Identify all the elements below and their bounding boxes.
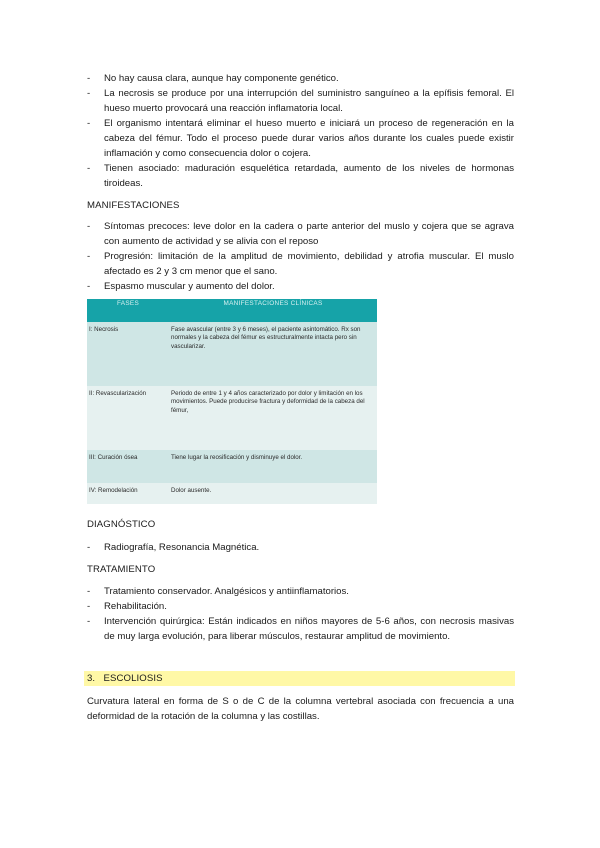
- description-cell: Dolor ausente.: [169, 483, 377, 504]
- escoliosis-paragraph: Curvatura lateral en forma de S o de C de la columna vertebral asociada con frecuencia a una deformidad de la rotación de la columna y las costillas.: [87, 696, 514, 722]
- dash-marker: -: [87, 163, 91, 174]
- list-item: [87, 161, 514, 191]
- phase-cell: II: Revascularización: [87, 386, 169, 450]
- dash-marker: -: [87, 88, 91, 99]
- dash-marker: -: [87, 118, 91, 129]
- section-heading-diagnostico: DIAGNÓSTICO: [87, 519, 156, 530]
- phases-table: [87, 299, 377, 504]
- list-item: [87, 614, 514, 644]
- list-item: [87, 249, 514, 279]
- description-cell: Fase avascular (entre 3 y 6 meses), el paciente asintomático. Rx son normales y la cabeza del fémur es estructuralmente intacta pero sin vascularizar.: [169, 322, 377, 386]
- list-item-text: Progresión: limitación de la amplitud de movimiento, debilidad y atrofia muscular. El muslo afectado es 2 y 3 cm menor que el sano.: [104, 251, 514, 277]
- phase-cell: I: Necrosis: [87, 322, 169, 386]
- table-row: [87, 322, 377, 386]
- list-item-text: Síntomas precoces: leve dolor en la cadera o parte anterior del muslo y cojera que se agrava con aumento de actividad y se alivia con el reposo: [104, 221, 514, 247]
- table-row: [87, 483, 377, 504]
- dash-marker: -: [87, 251, 91, 262]
- tratamiento-bullet-list: [87, 584, 514, 644]
- phase-cell: III: Curación ósea: [87, 450, 169, 483]
- section-heading-tratamiento: TRATAMIENTO: [87, 564, 156, 575]
- dash-marker: -: [87, 542, 91, 553]
- section-heading-manifestaciones: MANIFESTACIONES: [87, 200, 180, 211]
- table-row: [87, 450, 377, 483]
- list-item-text: Tratamiento conservador. Analgésicos y antiinflamatorios.: [104, 586, 349, 597]
- header-manifestaciones-clinicas: MANIFESTACIONES CLÍNICAS: [169, 299, 377, 322]
- table-header-row: [87, 299, 377, 322]
- dash-marker: -: [87, 221, 91, 232]
- list-item: [87, 540, 514, 555]
- list-item: [87, 116, 514, 161]
- dash-marker: -: [87, 281, 91, 292]
- list-item: [87, 599, 514, 614]
- manifestaciones-bullet-list: [87, 219, 514, 294]
- section-heading-escoliosis: 3. ESCOLIOSIS: [87, 673, 163, 684]
- list-item: [87, 86, 514, 116]
- list-item-text: Tienen asociado: maduración esquelética retardada, aumento de los niveles de hormonas tiroideas.: [104, 163, 514, 189]
- header-fases: FASES: [87, 299, 169, 322]
- list-item-text: Intervención quirúrgica: Están indicados en niños mayores de 5-6 años, con necrosis masivas de muy larga evolución, para liberar músculos, restaurar amplitud de movimiento.: [104, 616, 514, 642]
- list-item-text: La necrosis se produce por una interrupción del suministro sanguíneo a la epífisis femoral. El hueso muerto provocará una reacción inflamatoria local.: [104, 88, 514, 114]
- list-item: [87, 279, 514, 294]
- list-item: [87, 219, 514, 249]
- list-item-text: Radiografía, Resonancia Magnética.: [104, 542, 260, 553]
- dash-marker: -: [87, 601, 91, 612]
- table-row: [87, 386, 377, 450]
- list-item-text: No hay causa clara, aunque hay componente genético.: [104, 73, 339, 84]
- list-item: [87, 71, 514, 86]
- dash-marker: -: [87, 586, 91, 597]
- list-item: [87, 584, 514, 599]
- description-cell: Tiene lugar la reosificación y disminuye el dolor.: [169, 450, 377, 483]
- list-item-text: Espasmo muscular y aumento del dolor.: [104, 281, 275, 292]
- list-item-text: El organismo intentará eliminar el hueso muerto e iniciará un proceso de regeneración en la cabeza del fémur. Todo el proceso puede durar varios años durante los cuales puede existir inflamación y como consecuencia dolor o cojera.: [104, 118, 514, 159]
- diagnostico-bullet-list: [87, 540, 514, 555]
- list-item-text: Rehabilitación.: [104, 601, 167, 612]
- intro-bullet-list: [87, 71, 514, 191]
- dash-marker: -: [87, 616, 91, 627]
- description-cell: Periodo de entre 1 y 4 años caracterizado por dolor y limitación en los movimientos. Puede producirse fractura y deformidad de la cabeza del fémur,: [169, 386, 377, 450]
- dash-marker: -: [87, 73, 91, 84]
- phase-cell: IV: Remodelación: [87, 483, 169, 504]
